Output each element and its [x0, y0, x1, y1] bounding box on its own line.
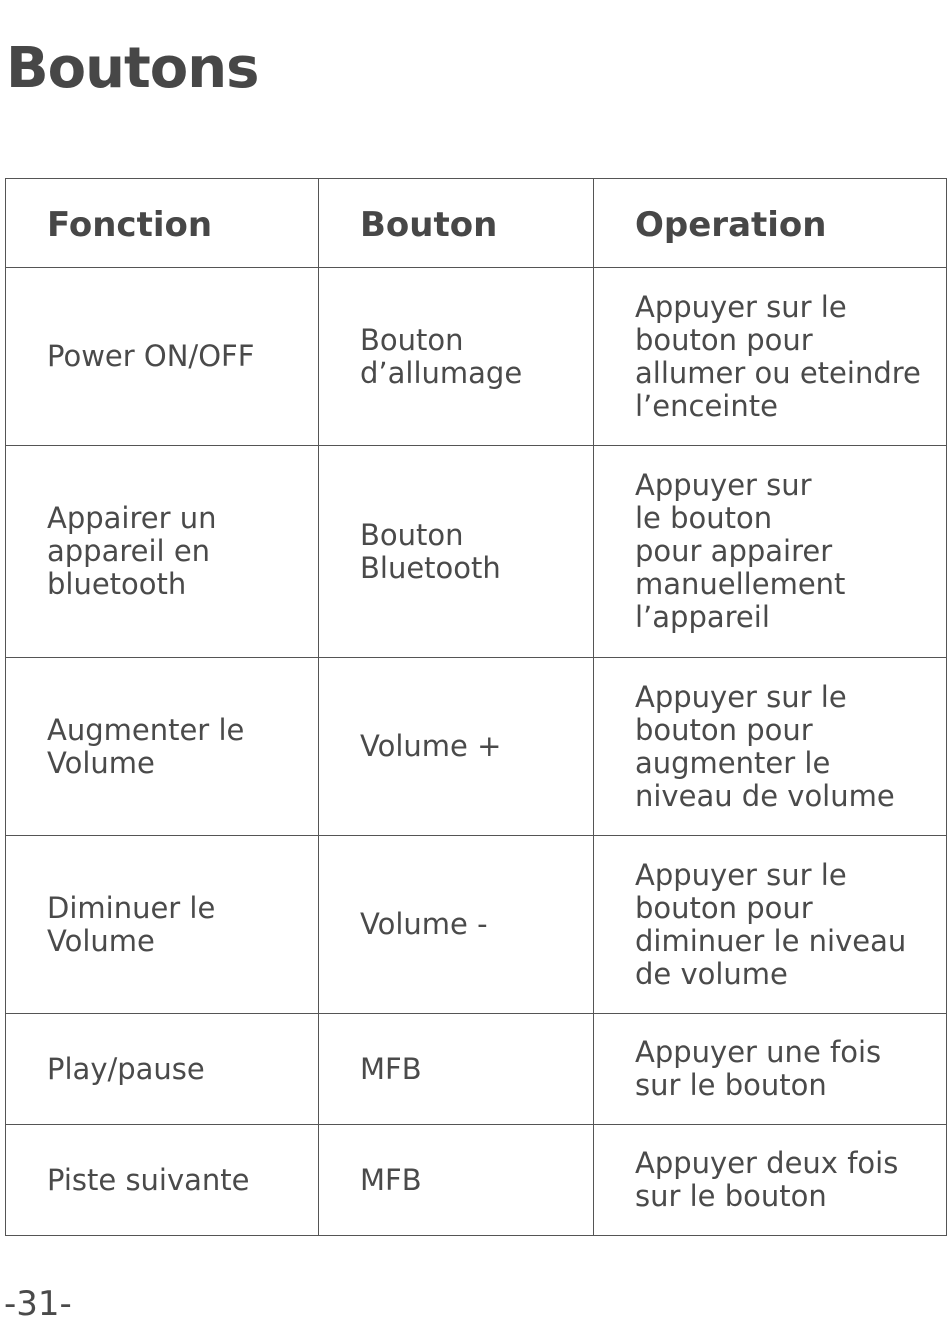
cell-bouton	[319, 1014, 594, 1125]
cell-text: Appuyer une fois sur le bouton	[635, 1035, 882, 1102]
cell-fonction	[6, 446, 319, 658]
cell-bouton	[319, 268, 594, 446]
cell-text: Appuyer sur le bouton pour appairer manuellement l’appareil	[635, 468, 846, 634]
table-row	[6, 1125, 947, 1236]
cell-text: Augmenter le Volume	[47, 712, 245, 780]
header-fonction: Fonction	[6, 179, 319, 268]
cell-operation	[594, 1014, 947, 1125]
cell-text: Appairer un appareil en bluetooth	[47, 501, 217, 601]
cell-operation	[594, 446, 947, 658]
header-operation: Operation	[594, 179, 947, 268]
cell-text: Diminuer le Volume	[47, 890, 216, 958]
header-bouton: Bouton	[319, 179, 594, 268]
cell-text: Volume -	[360, 907, 488, 941]
cell-operation	[594, 658, 947, 836]
page-number: -31-	[4, 1284, 72, 1324]
cell-fonction	[6, 658, 319, 836]
cell-operation	[594, 268, 947, 446]
table-row	[6, 658, 947, 836]
cell-text: MFB	[360, 1162, 422, 1197]
cell-text: Appuyer sur le bouton pour diminuer le niveau de volume	[635, 857, 907, 991]
cell-bouton	[319, 836, 594, 1014]
cell-fonction	[6, 1014, 319, 1125]
cell-text: Bouton d’allumage	[360, 322, 523, 390]
buttons-table	[5, 178, 947, 1236]
cell-text: Volume +	[360, 729, 502, 763]
table-row	[6, 268, 947, 446]
table-row	[6, 836, 947, 1014]
cell-bouton	[319, 1125, 594, 1236]
table-row	[6, 1014, 947, 1125]
cell-text: Piste suivante	[47, 1162, 250, 1197]
cell-text: Appuyer deux fois sur le bouton	[635, 1146, 899, 1213]
cell-bouton	[319, 658, 594, 836]
cell-text: Appuyer sur le bouton pour allumer ou eteindre l’enceinte	[635, 289, 921, 423]
table-row	[6, 446, 947, 658]
cell-fonction	[6, 836, 319, 1014]
cell-text: Play/pause	[47, 1051, 205, 1086]
cell-text: Bouton Bluetooth	[360, 517, 501, 585]
cell-fonction	[6, 1125, 319, 1236]
cell-operation	[594, 836, 947, 1014]
cell-bouton	[319, 446, 594, 658]
cell-fonction	[6, 268, 319, 446]
page-title: Boutons	[6, 36, 259, 101]
cell-operation	[594, 1125, 947, 1236]
table-header-row	[6, 179, 947, 268]
cell-text: Power ON/OFF	[47, 339, 255, 373]
cell-text: Appuyer sur le bouton pour augmenter le niveau de volume	[635, 679, 895, 813]
cell-text: MFB	[360, 1051, 422, 1086]
